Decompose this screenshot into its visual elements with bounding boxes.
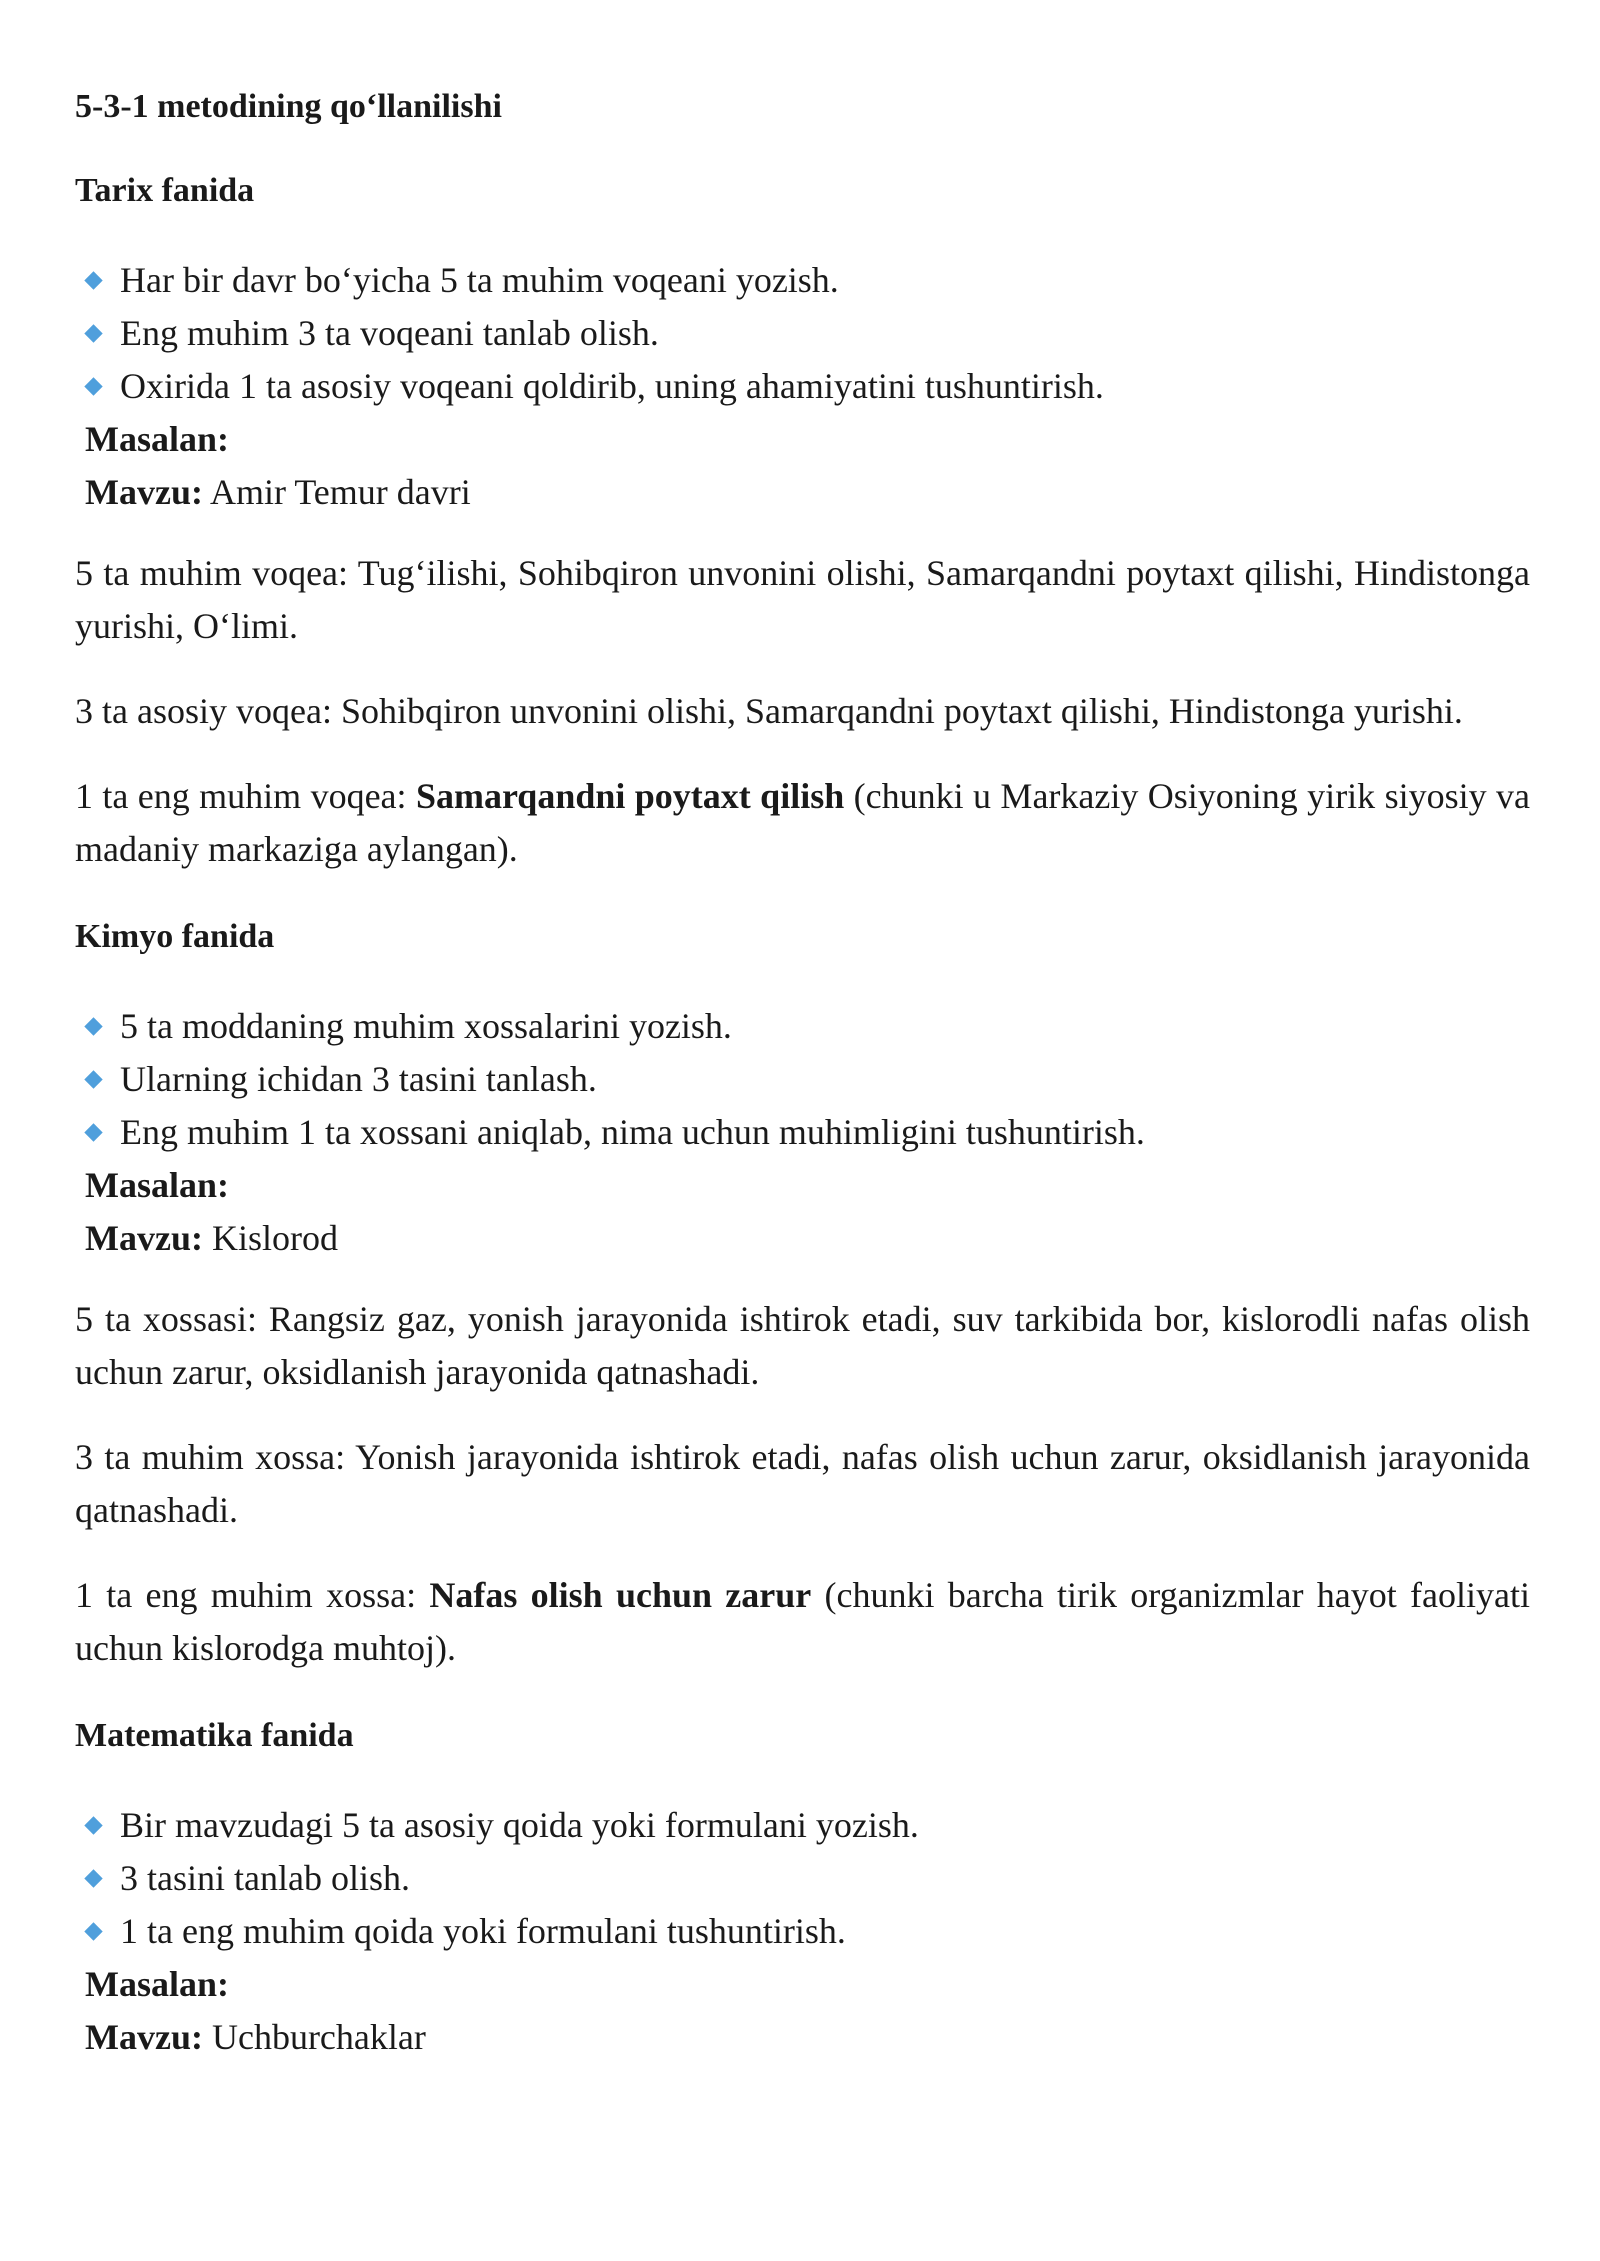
bullet-list-matematika bbox=[75, 1799, 1530, 1958]
list-item: Eng muhim 1 ta xossani aniqlab, nima uchun muhimligini tushuntirish. bbox=[75, 1106, 1530, 1159]
bullet-list-tarix bbox=[75, 254, 1530, 413]
page-title: 5-3-1 metodining qo‘llanilishi bbox=[75, 88, 502, 125]
diamond-bullet-icon bbox=[84, 1922, 102, 1940]
diamond-bullet-icon bbox=[84, 1869, 102, 1887]
topic-line bbox=[85, 2011, 1530, 2064]
bullet-list-kimyo bbox=[75, 1000, 1530, 1159]
section-heading-matematika: Matematika fanida bbox=[75, 1717, 354, 1754]
example-label: Masalan: bbox=[85, 1964, 229, 2004]
topic-label: Mavzu: bbox=[85, 472, 203, 512]
diamond-bullet-icon bbox=[84, 1070, 102, 1088]
section-heading-kimyo: Kimyo fanida bbox=[75, 918, 275, 955]
list-item: Har bir davr bo‘yicha 5 ta muhim voqeani yozish. bbox=[75, 254, 1530, 307]
list-item: 1 ta eng muhim qoida yoki formulani tushuntirish. bbox=[75, 1905, 1530, 1958]
list-item: Eng muhim 3 ta voqeani tanlab olish. bbox=[75, 307, 1530, 360]
topic-line bbox=[85, 1212, 1530, 1265]
diamond-bullet-icon bbox=[84, 377, 102, 395]
diamond-bullet-icon bbox=[84, 1017, 102, 1035]
section-heading-tarix: Tarix fanida bbox=[75, 172, 255, 209]
key-item: Nafas olish uchun zarur bbox=[429, 1575, 812, 1615]
paragraph-five-items: 5 ta xossasi: Rangsiz gaz, yonish jarayonida ishtirok etadi, suv tarkibida bor, kislorodli nafas olish uchun zarur, oksidlanish jarayonida qatnashadi. bbox=[75, 1299, 1530, 1392]
list-item: Oxirida 1 ta asosiy voqeani qoldirib, uning ahamiyatini tushuntirish. bbox=[75, 360, 1530, 413]
topic-value: Uchburchaklar bbox=[211, 2017, 426, 2057]
topic-label: Mavzu: bbox=[85, 1218, 203, 1258]
document-page bbox=[75, 84, 1530, 2064]
paragraph-three-items: 3 ta asosiy voqea: Sohibqiron unvonini olishi, Samarqandni poytaxt qilishi, Hindistonga yurishi. bbox=[75, 691, 1463, 731]
paragraph-five-items: 5 ta muhim voqea: Tug‘ilishi, Sohibqiron unvonini olishi, Samarqandni poytaxt qilishi, Hindistonga yurishi, O‘limi. bbox=[75, 553, 1530, 646]
paragraph-one-item: 1 ta eng muhim voqea: Samarqandni poytaxt qilish (chunki u Markaziy Osiyoning yirik siyosiy va madaniy markaziga aylangan). bbox=[75, 776, 1530, 869]
paragraph-one-item: 1 ta eng muhim xossa: Nafas olish uchun zarur (chunki barcha tirik organizmlar hayot faoliyati uchun kislorodga muhtoj). bbox=[75, 1575, 1530, 1668]
list-item: Ularning ichidan 3 tasini tanlash. bbox=[75, 1053, 1530, 1106]
list-item: Bir mavzudagi 5 ta asosiy qoida yoki formulani yozish. bbox=[75, 1799, 1530, 1852]
example-label: Masalan: bbox=[85, 419, 229, 459]
topic-label: Mavzu: bbox=[85, 2017, 203, 2057]
list-item: 3 tasini tanlab olish. bbox=[75, 1852, 1530, 1905]
example-label: Masalan: bbox=[85, 1165, 229, 1205]
key-item: Samarqandni poytaxt qilish bbox=[415, 776, 845, 816]
paragraph-three-items: 3 ta muhim xossa: Yonish jarayonida ishtirok etadi, nafas olish uchun zarur, oksidlanish jarayonida qatnashadi. bbox=[75, 1437, 1530, 1530]
diamond-bullet-icon bbox=[84, 324, 102, 342]
topic-value: Kislorod bbox=[211, 1218, 338, 1258]
topic-value: Amir Temur davri bbox=[209, 472, 471, 512]
topic-line bbox=[85, 466, 1530, 519]
list-item: 5 ta moddaning muhim xossalarini yozish. bbox=[75, 1000, 1530, 1053]
diamond-bullet-icon bbox=[84, 1816, 102, 1834]
diamond-bullet-icon bbox=[84, 271, 102, 289]
diamond-bullet-icon bbox=[84, 1123, 102, 1141]
